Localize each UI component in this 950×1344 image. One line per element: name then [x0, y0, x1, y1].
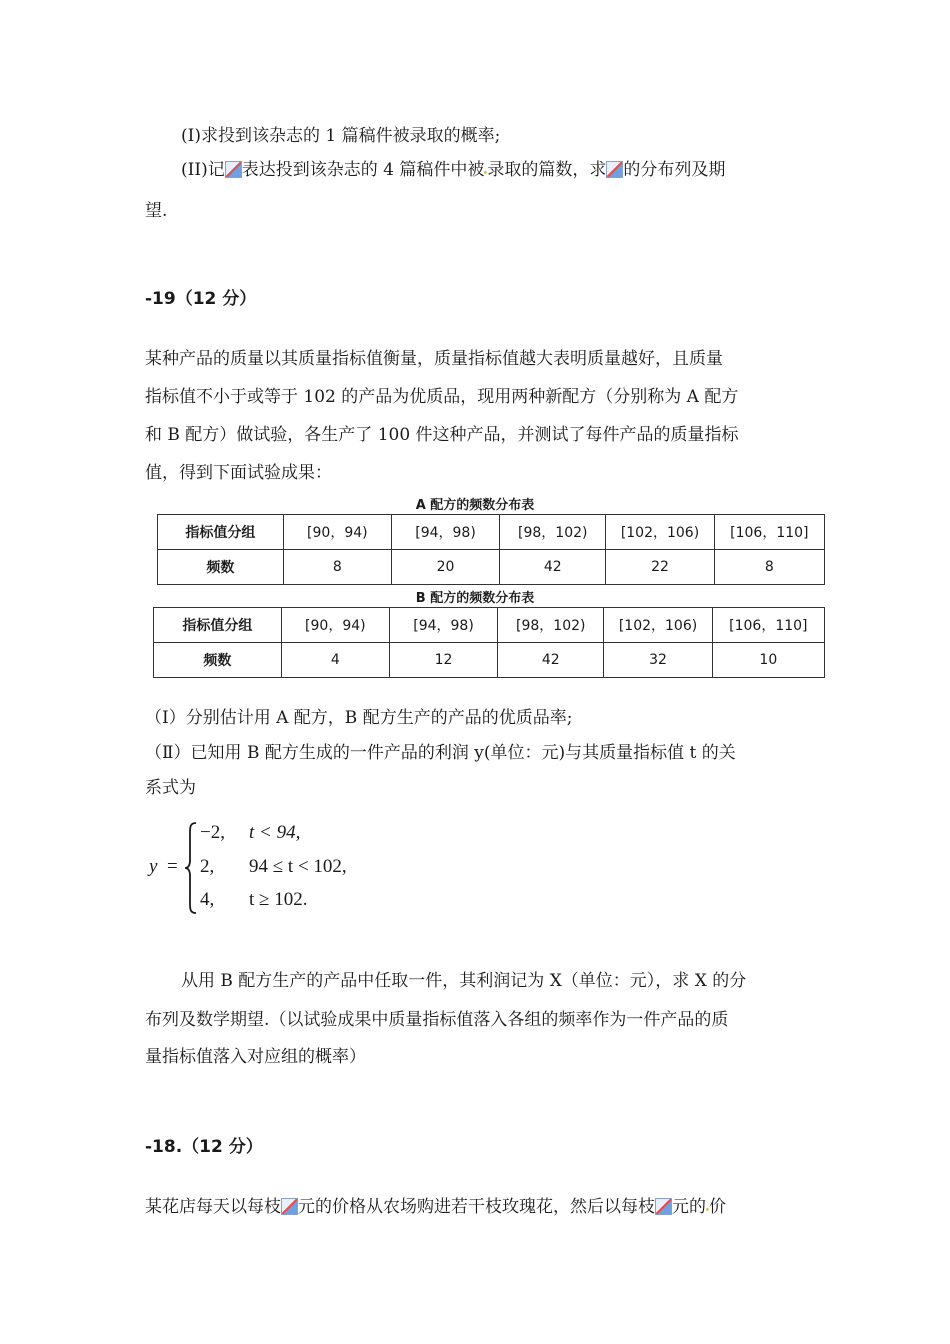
q19-para-line: 值，得到下面试验成果：	[145, 463, 332, 483]
table-cell: [94，98)	[391, 515, 499, 550]
text-fragment: 表达投到该杂志的 4 篇稿件中被	[241, 160, 485, 180]
table-cell: [102，106)	[604, 608, 712, 643]
text-fragment: 元的	[672, 1197, 706, 1217]
case-condition: t ≥ 102.	[249, 889, 308, 910]
q19-para-line: 指标值不小于或等于 102 的产品为优质品，现用两种新配方（分别称为 A 配方	[145, 387, 739, 407]
table-a	[157, 514, 825, 585]
case-condition: 94 ≤ t < 102,	[249, 856, 347, 877]
piecewise-formula	[145, 818, 385, 918]
broken-image-icon	[655, 1198, 672, 1215]
table-b-title: B 配方的频数分布表	[415, 591, 535, 606]
table-cell: [106，110]	[714, 515, 824, 550]
q19-para-line: 某种产品的质量以其质量指标值衡量，质量指标值越大表明质量越好，且质量	[145, 349, 723, 369]
q19-heading: -19（12 分）	[145, 289, 257, 309]
table-cell: [90，94)	[281, 608, 389, 643]
case-value: 2,	[200, 856, 215, 877]
table-cell: 8	[283, 550, 391, 585]
case-condition: t < 94,	[249, 822, 301, 843]
table-cell: [98，102)	[500, 515, 606, 550]
q19-part2-question: 布列及数学期望.（以试验成果中质量指标值落入各组的频率作为一件产品的质	[145, 1010, 729, 1030]
q19-part2-question: 从用 B 配方生产的产品中任取一件，其利润记为 X（单位：元），求 X 的分	[181, 971, 747, 991]
table-cell: [90，94)	[283, 515, 391, 550]
table-cell-label: 频数	[158, 550, 284, 585]
table-cell: [102，106)	[606, 515, 714, 550]
left-brace-icon	[183, 820, 199, 916]
table-cell: 4	[281, 643, 389, 678]
table-row	[158, 550, 825, 585]
formula-lhs: y	[149, 856, 158, 877]
q19-part2-question: 量指标值落入对应组的概率）	[145, 1047, 366, 1067]
table-cell: 42	[500, 550, 606, 585]
text-fragment: (II)记	[181, 160, 225, 180]
text-fragment: 某花店每天以每枝	[145, 1197, 281, 1217]
q18-heading: -18.（12 分）	[145, 1137, 263, 1157]
table-a-title: A 配方的频数分布表	[415, 498, 535, 513]
case-value: −2,	[200, 822, 225, 843]
table-cell-label: 指标值分组	[158, 515, 284, 550]
text-fragment: 元的价格从农场购进若干枝玫瑰花，然后以每枝	[298, 1197, 655, 1217]
broken-image-icon	[225, 161, 242, 178]
q17-part1: (I)求投到该杂志的 1 篇稿件被录取的概率;	[181, 126, 501, 146]
table-row	[158, 515, 825, 550]
table-cell-label: 指标值分组	[154, 608, 282, 643]
table-cell: 32	[604, 643, 712, 678]
table-cell: [94，98)	[389, 608, 497, 643]
q19-part2-line: （Ⅱ）已知用 B 配方生成的一件产品的利润 y(单位：元)与其质量指标值 t 的关	[145, 743, 736, 763]
table-cell: 22	[606, 550, 714, 585]
table-cell: 42	[498, 643, 604, 678]
table-cell: [98，102)	[498, 608, 604, 643]
table-cell-label: 频数	[154, 643, 282, 678]
text-fragment: 的分布列及期	[623, 160, 726, 180]
table-cell: 20	[391, 550, 499, 585]
q19-part1: （Ⅰ）分别估计用 A 配方，B 配方生产的产品的优质品率;	[145, 708, 573, 728]
q18-line	[145, 1195, 726, 1219]
text-fragment: 价	[709, 1197, 726, 1217]
q19-part2-line: 系式为	[145, 778, 196, 798]
q19-para-line: 和 B 配方）做试验，各生产了 100 件这种产品，并测试了每件产品的质量指标	[145, 425, 739, 445]
broken-image-icon	[281, 1198, 298, 1215]
table-b	[153, 607, 825, 678]
formula-equals: =	[167, 856, 178, 877]
q17-part2-line2: 望.	[145, 201, 168, 221]
q17-part2-line	[181, 158, 725, 182]
text-fragment: 录取的篇数，求	[487, 160, 607, 180]
table-cell: 10	[712, 643, 824, 678]
table-cell: 12	[389, 643, 497, 678]
case-value: 4,	[200, 889, 215, 910]
table-row	[154, 643, 825, 678]
table-cell: 8	[714, 550, 824, 585]
table-row	[154, 608, 825, 643]
table-cell: [106，110]	[712, 608, 824, 643]
broken-image-icon	[606, 161, 623, 178]
